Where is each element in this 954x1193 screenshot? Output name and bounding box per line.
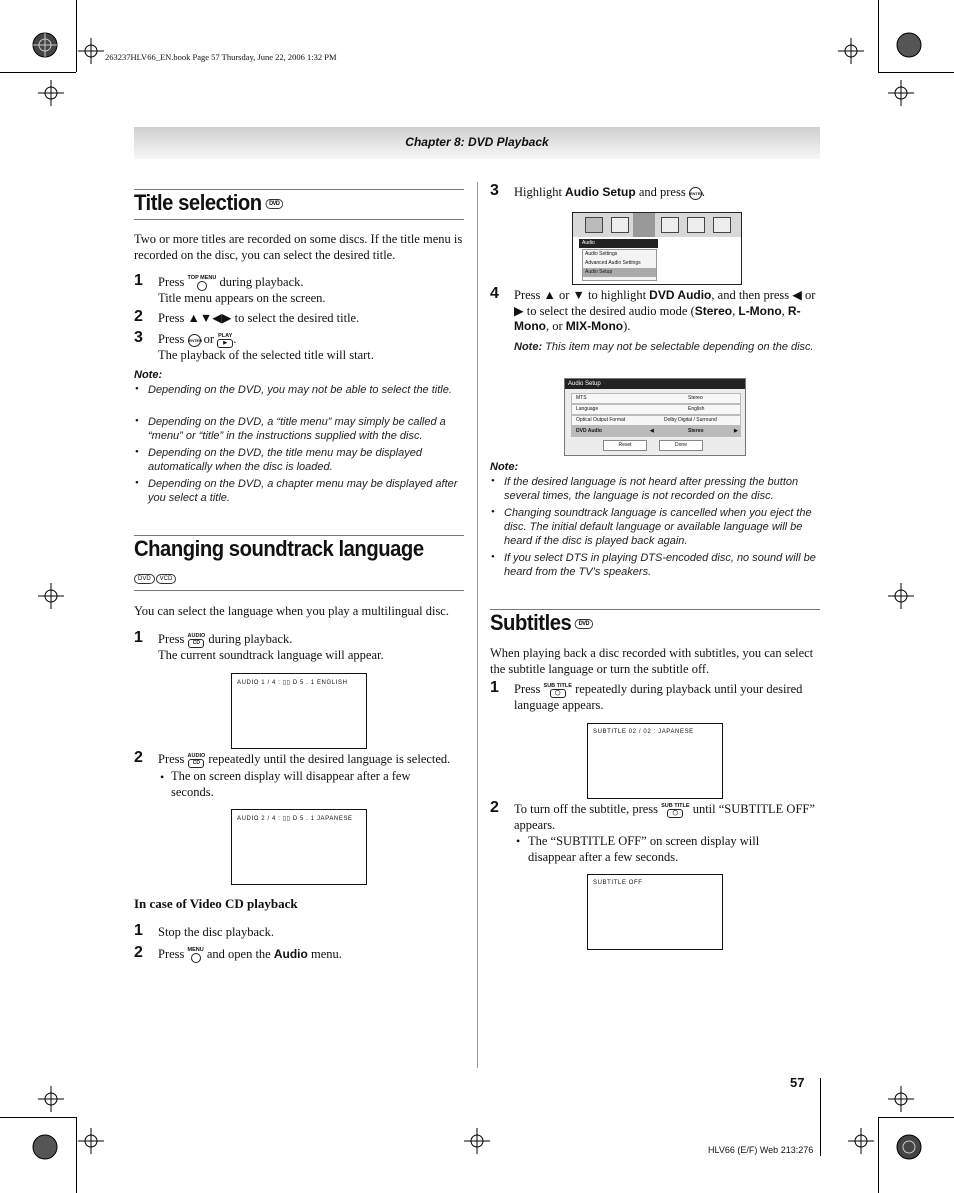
setting-label: MTS [576, 395, 587, 401]
text: Press [514, 682, 541, 696]
key-label: ENTER [188, 334, 201, 347]
subtitles-heading [490, 610, 593, 636]
osd-text: SUBTITLE OFF [593, 880, 643, 886]
key-label: AUDIO [187, 632, 206, 639]
key-label: TOP MENU [187, 275, 217, 282]
text: repeatedly during playback until your desired language appears. [514, 682, 803, 712]
step-number: 2 [490, 799, 499, 816]
lock-icon [687, 217, 705, 233]
title-step-1 [158, 275, 464, 307]
title-note-3: Depending on the DVD, the title menu may be displayed automatically when the disc is loaded. [148, 447, 422, 473]
section-rule [134, 590, 464, 591]
key-label: ENTER [689, 187, 702, 200]
crosshair-mark [38, 583, 64, 609]
text: Press [158, 752, 185, 766]
key-label: SUB TITLE [543, 682, 572, 689]
vcd-heading: In case of Video CD playback [134, 896, 298, 911]
text: Title menu appears on the screen. [158, 291, 326, 306]
note-label: Note: [490, 461, 519, 473]
audio-osd-screen [231, 809, 367, 885]
enter-button-icon [689, 187, 702, 200]
picture-icon [585, 217, 603, 233]
bullet: • [491, 506, 495, 518]
applications-icon [713, 217, 731, 233]
chapter-header: Chapter 8: DVD Playback [405, 135, 549, 149]
step-number: 1 [490, 679, 499, 696]
text: , [732, 303, 739, 318]
page-number-rule [820, 1078, 821, 1156]
bullet: • [491, 475, 495, 487]
osd-text: AUDIO 1 / 4 : ▯▯ D 5 . 1 ENGLISH [237, 680, 348, 686]
step-number: 2 [134, 749, 143, 766]
crosshair-mark [464, 1128, 490, 1154]
text: The current soundtrack language will appear. [158, 647, 384, 662]
soundtrack-step-1 [158, 632, 464, 663]
osd-text: SUBTITLE 02 / 02 : JAPANESE [593, 729, 694, 735]
key-label: AUDIO [187, 752, 206, 759]
done-button[interactable]: Done [659, 440, 703, 451]
soundtrack-heading [134, 536, 424, 562]
section-rule [134, 219, 464, 220]
step-number: 3 [134, 329, 143, 346]
soundtrack-intro: You can select the language when you play a multilingual disc. [134, 604, 449, 618]
mode-mix-mono: MIX-Mono [565, 319, 624, 333]
text: ). [623, 319, 631, 333]
trim-line [76, 0, 77, 72]
vcd-step-2 [158, 947, 468, 963]
audio-tab-icon [633, 213, 655, 237]
trim-line [878, 72, 954, 73]
text: until “SUBTITLE OFF” appears. [514, 802, 815, 832]
audio-step-3: Highlight Audio Setup and press ENTER . [514, 185, 705, 199]
key-label: PLAY [218, 332, 233, 339]
setting-value: Stereo [688, 395, 703, 401]
bullet: • [135, 477, 139, 489]
play-button-icon: PLAY ▶ [218, 332, 233, 346]
bullet: • [160, 770, 165, 784]
text: Press [158, 632, 185, 646]
audio-osd-screen [231, 673, 367, 749]
bullet: • [491, 551, 495, 563]
title-step-3: Press ENTER or PLAY ▶ . The playback of the selected title will start. [158, 332, 374, 362]
subtitle-step-1 [514, 682, 822, 713]
crosshair-mark [78, 1128, 104, 1154]
setting-row-optical-output[interactable] [571, 415, 741, 426]
setting-row-dvd-audio[interactable] [571, 426, 741, 437]
menu-item-audio-settings[interactable]: Audio Settings [585, 251, 618, 257]
bold-term: Audio Setup [565, 185, 636, 199]
subtitle-step-2-bullet: The “SUBTITLE OFF” on screen display will disappear after a few seconds. [528, 834, 760, 864]
text: Highlight [514, 185, 562, 199]
text: repeatedly until the desired language is selected. [208, 752, 451, 766]
setting-label: DVD Audio [576, 428, 602, 434]
crosshair-mark [78, 38, 104, 64]
text: Press [158, 275, 185, 289]
subtitle-step-2 [514, 802, 824, 833]
audio-step-4 [514, 288, 822, 335]
crosshair-mark [38, 1086, 64, 1112]
menu-icon-bar [573, 213, 741, 237]
title-selection-heading [134, 190, 283, 216]
text: or [203, 332, 215, 346]
page-number: 57 [790, 1075, 805, 1090]
setting-value: English [688, 406, 705, 412]
text: , and then press ◀ or ▶ to select the desired audio mode ( [514, 288, 816, 318]
text: and open the [206, 947, 271, 961]
vcd-step-1: Stop the disc playback. [158, 925, 274, 939]
setting-value: Stereo [688, 428, 704, 434]
title-step-2: Press ▲▼◀▶ to select the desired title. [158, 311, 360, 325]
registration-mark-top-left [30, 30, 60, 60]
subtitle-osd-screen [587, 723, 723, 799]
step-number: 1 [134, 272, 143, 289]
heading-text: Title selection [134, 190, 262, 215]
bullet: • [516, 834, 521, 848]
bold-term: Audio [273, 947, 308, 961]
menu-list [582, 249, 657, 281]
step-number: 4 [490, 285, 499, 302]
setting-row-language[interactable] [571, 404, 741, 415]
reset-button[interactable]: Reset [603, 440, 647, 451]
step-number: 3 [490, 182, 499, 199]
soundtrack-note-3: If you select DTS in playing DTS-encoded disc, no sound will be heard from the TV’s speakers. [504, 552, 816, 578]
text: menu. [310, 947, 342, 961]
dvd-badge: DVD [575, 619, 593, 629]
soundtrack-note-2: Changing soundtrack language is cancelled when you eject the disc. The initial default language or available language will be heard if the disc is played back again. [504, 507, 812, 547]
right-arrow-icon[interactable]: ▶ [734, 428, 738, 434]
mode-l-mono: L-Mono [738, 303, 782, 318]
note-label: Note: [514, 341, 543, 353]
setup-icon [661, 217, 679, 233]
crosshair-mark [848, 1128, 874, 1154]
soundtrack-note-1: If the desired language is not heard after pressing the button several times, the language is not recorded on the disc. [504, 476, 799, 502]
bullet: • [135, 383, 139, 395]
mode-stereo: Stereo [694, 303, 733, 318]
subtitle-button-icon: SUB TITLE ◯ [661, 802, 690, 816]
menu-item-audio-setup[interactable]: Audio Setup [583, 268, 656, 277]
subtitle-button-icon: SUB TITLE ◯ [543, 682, 572, 696]
key-label: MENU [187, 947, 204, 954]
text: Press ▲ or ▼ to highlight [514, 288, 647, 302]
setting-label: Optical Output Format [576, 417, 626, 423]
subtitle-off-osd-screen [587, 874, 723, 950]
soundtrack-step-2-bullet: The on screen display will disappear after a few seconds. [171, 769, 411, 799]
step-number: 1 [134, 922, 143, 939]
note-label: Note: [134, 369, 163, 381]
text: , or [546, 319, 566, 333]
text: Press [158, 332, 185, 346]
trim-line [878, 0, 879, 72]
subtitles-intro: When playing back a disc recorded with subtitles, you can select the subtitle language or turn the subtitle off. [490, 646, 814, 676]
audio-setup-title: Audio Setup [565, 379, 745, 389]
dvd-badge: DVD [134, 574, 155, 584]
title-note-4: Depending on the DVD, a chapter menu may be displayed after you select a title. [148, 478, 458, 504]
osd-text: AUDIO 2 / 4 : ▯▯ D 5 . 1 JAPANESE [237, 816, 353, 822]
format-badges [130, 571, 176, 586]
heading-text: Changing soundtrack language [134, 536, 424, 561]
crosshair-mark [888, 80, 914, 106]
top-menu-button-icon [188, 275, 217, 291]
text: , [781, 303, 788, 318]
crosshair-mark [838, 38, 864, 64]
key-label: SUB TITLE [661, 802, 690, 809]
registration-mark-bottom-left [30, 1132, 60, 1162]
bullet: • [135, 446, 139, 458]
title-note-1: Depending on the DVD, you may not be able to select the title. [148, 384, 452, 396]
left-arrow-icon[interactable]: ◀ [650, 428, 654, 434]
menu-button-icon [188, 947, 204, 963]
trim-line [878, 1117, 954, 1118]
registration-mark-bottom-right [894, 1132, 924, 1162]
mode-r-mono: R-Mono [514, 303, 801, 333]
menu-header: Audio [579, 239, 658, 248]
title-intro: Two or more titles are recorded on some discs. If the title menu is recorded on the disc, you can select the desired title. [134, 232, 463, 262]
trim-line [0, 1117, 76, 1118]
footer-code: HLV66 (E/F) Web 213:276 [708, 1145, 814, 1155]
crosshair-mark [38, 80, 64, 106]
setting-value: Dolby Digital / Surround [664, 417, 717, 423]
title-note-2: Depending on the DVD, a “title menu” may simply be called a “menu” or “title” in the instructions supplied with the disc. [148, 416, 446, 442]
bold-term: DVD Audio [649, 288, 712, 302]
setting-label: Language [576, 406, 599, 412]
step-number: 2 [134, 944, 143, 961]
text: Press [158, 947, 185, 961]
enter-button-icon [188, 334, 201, 347]
soundtrack-step-2 [158, 752, 468, 768]
note-text: This item may not be selectable depending on the disc. [545, 341, 814, 353]
sound-icon [611, 217, 629, 233]
book-file-line: 263237HLV66_EN.book Page 57 Thursday, June 22, 2006 1:32 PM [105, 52, 337, 62]
trim-line [76, 1117, 77, 1193]
crosshair-mark [888, 1086, 914, 1112]
text: during playback. [219, 275, 304, 289]
bullet: • [135, 415, 139, 427]
vcd-badge: VCD [156, 574, 177, 584]
dvd-badge: DVD [265, 199, 283, 209]
audio-setup-panel [564, 378, 746, 456]
trim-line [0, 72, 76, 73]
text: To turn off the subtitle, press [514, 802, 659, 816]
audio-button-icon: AUDIO CD [187, 752, 206, 766]
crosshair-mark [888, 583, 914, 609]
registration-mark-top-right [894, 30, 924, 60]
audio-menu-screen [572, 212, 742, 285]
audio-button-icon: AUDIO CD [187, 632, 206, 646]
step-number: 1 [134, 629, 143, 646]
trim-line [878, 1117, 879, 1193]
text: and press [638, 185, 686, 199]
text: during playback. [208, 632, 293, 646]
setting-row-mts[interactable] [571, 393, 741, 404]
step-number: 2 [134, 308, 143, 325]
menu-item-advanced-audio-settings[interactable]: Advanced Audio Settings [585, 260, 641, 266]
column-divider [477, 182, 478, 1068]
step-4-note [514, 340, 822, 354]
heading-text: Subtitles [490, 610, 572, 635]
text: The playback of the selected title will start. [158, 347, 374, 362]
